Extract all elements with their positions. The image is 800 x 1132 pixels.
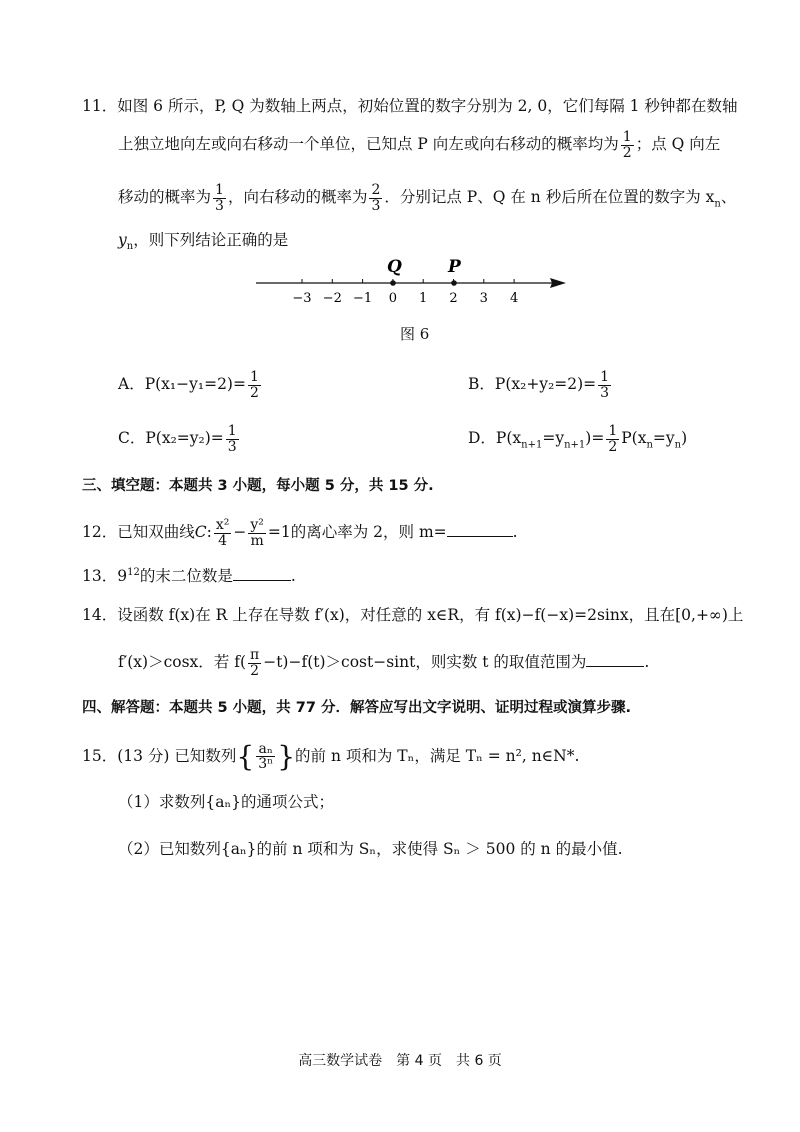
option-b-fraction: $\frac{1}{3}$ [600,369,610,401]
q14-frac-pi: $\frac{\pi}{2}$ [250,647,260,679]
tick-label: −3 [292,291,312,306]
tick-label: 0 [388,291,398,306]
fraction-half: $\frac{1}{2}$ [622,129,632,161]
option-c: C．P(x₂=y₂)= $\frac{1}{3}$ [118,423,237,455]
tick-label: 4 [509,291,519,306]
q15: 15．(13 分) 已知数列{ $\frac{\text{aₙ}}{\text{3ⁿ}}$ }的前 n 项和为 Tₙ，满足 Tₙ = n², n∈N*. [82,740,580,773]
point-p-dot [451,280,457,286]
option-d-fraction: $\frac{1}{2}$ [608,423,618,455]
answer-blank-q14 [586,652,644,667]
tick-label: −2 [322,291,342,306]
q12: 12．已知双曲线C: $\frac{\text{x²}}{4}$ − $\frac{\text{y²}}{m}$ =1的离心率为 2，则 m= . [82,517,518,549]
tick-label: −1 [353,291,373,306]
q14-line-1: 14．设函数 f(x)在 R 上存在导数 f′(x)，对任意的 x∈R，有 f(x)−f(−x)=2sinx，且在[0,+∞)上 [82,606,744,624]
answer-blank-q13 [233,566,291,581]
option-b: B．P(x₂+y₂=2)= $\frac{1}{3}$ [468,369,610,401]
tick-label: 1 [419,291,428,306]
tick-label: 2 [449,291,458,306]
option-a: A．P(x₁−y₁=2)= $\frac{1}{2}$ [118,369,259,401]
tick-label: 3 [479,291,488,306]
point-q-dot [390,280,396,286]
q13: 13．$9^{12}$的末二位数是 . [82,566,296,585]
section-4-heading: 四、解答题：本题共 5 小题，共 77 分．解答应写出文字说明、证明过程或演算步骤. [82,700,631,716]
answer-blank-q12 [447,522,513,537]
q11-line-4: $y_n$，则下列结论正确的是 [118,231,289,253]
figure-caption: 图 6 [400,325,430,343]
q12-frac-y: $\frac{\text{y²}}{m}$ [250,517,264,549]
option-c-fraction: $\frac{1}{3}$ [227,423,237,455]
arrow-right-icon [550,278,566,288]
fraction-two-thirds: $\frac{2}{3}$ [371,182,381,214]
q11-line-3: 移动的概率为 $\frac{1}{3}$ ，向右移动的概率为 $\frac{2}{3}$ ．分别记点 P、Q 在 n 秒后所在位置的数字为 $x_n$、 [118,182,737,214]
option-d: D．$P(x_{n+1}=y_{n+1})=$ $\frac{1}{2}$ $P(x_n=y_n)$ [468,423,688,455]
q11-line-1: 11．如图 6 所示，P, Q 为数轴上两点，初始位置的数字分别为 2, 0，它们每隔 1 秒钟都在数轴 [82,97,738,115]
q11-line-2: 上独立地向左或向右移动一个单位，已知点 P 向左或向右移动的概率均为 $\frac{1}{2}$ ；点 Q 向左 [118,129,721,161]
option-a-fraction: $\frac{1}{2}$ [249,369,259,401]
q15-part-2: （2）已知数列{aₙ}的前 n 项和为 Sₙ，求使得 Sₙ ＞ 500 的 n 的最小值. [118,840,623,858]
q15-frac: $\frac{\text{aₙ}}{\text{3ⁿ}}$ [258,740,274,773]
q15-part-1: （1）求数列{aₙ}的通项公式； [118,793,335,811]
fraction-third: $\frac{1}{3}$ [215,182,224,214]
label-q: Q [387,257,402,277]
page-footer: 高三数学试卷 第 4 页 共 6 页 [298,1053,502,1069]
q12-frac-x: $\frac{\text{x²}}{4}$ [215,517,230,549]
number-line-figure [250,255,580,315]
q14-line-2: f′(x)＞cosx．若 f( $\frac{\pi}{2}$ −t)−f(t)＞cost−sint，则实数 t 的取值范围为 . [118,647,650,679]
section-3-heading: 三、填空题：本题共 3 小题，每小题 5 分，共 15 分. [82,478,434,494]
label-p: P [448,257,461,277]
